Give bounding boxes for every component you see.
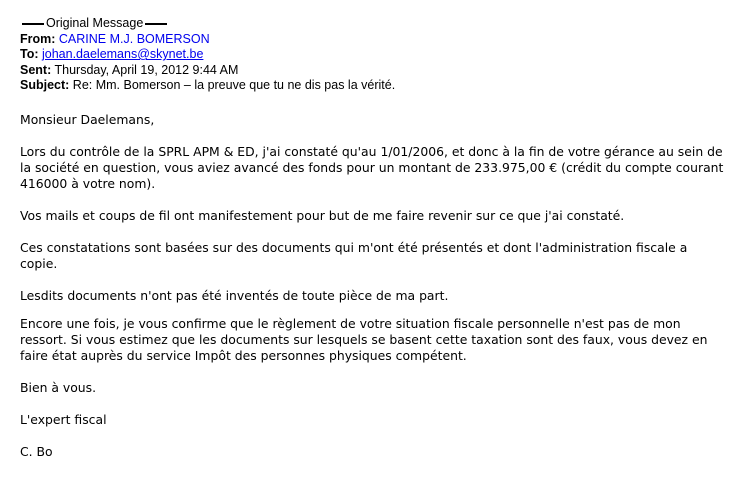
greeting: Monsieur Daelemans, (20, 112, 155, 127)
subject-label: Subject: (20, 78, 70, 92)
original-message-line (20, 16, 720, 32)
from-value[interactable]: CARINE M.J. BOMERSON (58, 31, 210, 46)
dash-divider (145, 23, 167, 25)
to-email-link[interactable]: johan.daelemans@skynet.be (42, 47, 204, 61)
original-message-label: Original Message (46, 16, 144, 30)
paragraph-4: Lesdits documents n'ont pas été inventés de toute pièce de ma part. (20, 288, 449, 303)
to-label: To: (20, 47, 39, 61)
from-label: From: (20, 31, 56, 46)
paragraph-1: Lors du contrôle de la SPRL APM & ED, j'ai constaté qu'au 1/01/2006, et donc à la fin de votre gérance au sein de la société en question, vous aviez avancé des fonds pour un montant de 233.975,00 € (crédit du compte courant 416000 à votre nom). (20, 144, 724, 191)
from-line (20, 32, 720, 48)
paragraph-3: Ces constatations sont basées sur des documents qui m'ont été présentés et dont l'administration fiscale a copie. (20, 240, 688, 271)
email-body (20, 112, 725, 476)
sent-label: Sent: (20, 62, 52, 77)
subject-value: Re: Mm. Bomerson – la preuve que tu ne dis pas la vérité. (72, 78, 396, 92)
paragraph-2: Vos mails et coups de fil ont manifestement pour but de me faire revenir sur ce que j'ai constaté. (20, 208, 625, 223)
email-header (20, 16, 720, 94)
paragraph-5: Encore une fois, je vous confirme que le règlement de votre situation fiscale personnelle n'est pas de mon ressort. Si vous estimez que les documents sur lesquels se basent cette taxation sont des faux, vous devez en faire état auprès du service Impôt des personnes physiques compétent. (20, 316, 708, 363)
sent-line (20, 63, 720, 79)
dash-divider (22, 23, 44, 25)
to-line (20, 47, 720, 63)
subject-line (20, 78, 720, 94)
signature-name: C. Bo (20, 444, 53, 459)
signature-title: L'expert fiscal (20, 412, 107, 427)
sent-value: Thursday, April 19, 2012 9:44 AM (54, 62, 239, 77)
closing: Bien à vous. (20, 380, 97, 395)
